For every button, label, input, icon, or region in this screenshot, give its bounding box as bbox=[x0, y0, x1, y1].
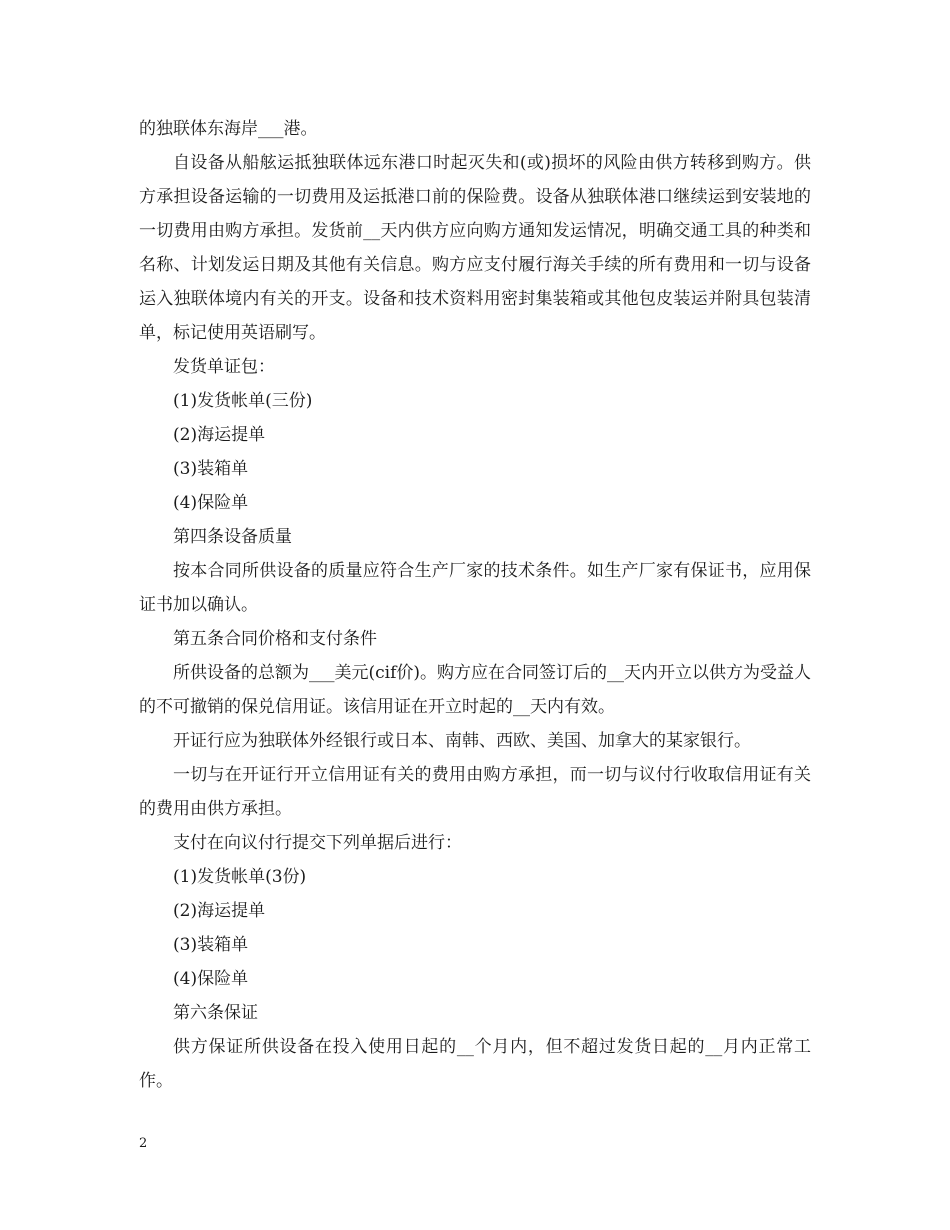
list-item-insurance-policy-2: (4)保险单 bbox=[173, 969, 249, 989]
paragraph-quality: 按本合同所供设备的质量应符合生产厂家的技术条件。如生产厂家有保证书，应用保证书加以确认。 bbox=[139, 561, 811, 615]
section-heading-article-6: 第六条保证 bbox=[173, 1003, 258, 1023]
list-item-packing-list: (3)装箱单 bbox=[173, 459, 249, 479]
section-heading-article-4: 第四条设备质量 bbox=[173, 527, 292, 547]
paragraph-shipping-docs-heading: 发货单证包： bbox=[173, 357, 275, 377]
paragraph-issuing-bank: 开证行应为独联体外经银行或日本、南韩、西欧、美国、加拿大的某家银行。 bbox=[173, 731, 751, 751]
list-item-insurance-policy: (4)保险单 bbox=[173, 493, 249, 513]
section-heading-article-5: 第五条合同价格和支付条件 bbox=[173, 629, 377, 649]
list-item-bill-of-lading-2: (2)海运提单 bbox=[173, 901, 266, 921]
paragraph-payment-docs-heading: 支付在向议付行提交下列单据后进行： bbox=[173, 833, 462, 853]
page-number: 2 bbox=[139, 1136, 148, 1151]
list-item-packing-list-2: (3)装箱单 bbox=[173, 935, 249, 955]
paragraph-fees: 一切与在开证行开立信用证有关的费用由购方承担，而一切与议付行收取信用证有关的费用由供方承担。 bbox=[139, 765, 811, 819]
paragraph-total-amount: 所供设备的总额为___美元(cif价)。购方应在合同签订后的__天内开立以供方为受益人的不可撤销的保兑信用证。该信用证在开立时起的__天内有效。 bbox=[139, 663, 812, 717]
list-item-invoice: (1)发货帐单(三份) bbox=[173, 391, 313, 411]
list-item-invoice-2: (1)发货帐单(3份) bbox=[173, 867, 307, 887]
document-body bbox=[139, 112, 811, 1098]
list-item-bill-of-lading: (2)海运提单 bbox=[173, 425, 266, 445]
paragraph-warranty: 供方保证所供设备在投入使用日起的__个月内，但不超过发货日起的__月内正常工作。 bbox=[139, 1037, 811, 1091]
paragraph-port-continuation: 的独联体东海岸___港。 bbox=[139, 119, 318, 139]
paragraph-risk-transfer: 自设备从船舷运抵独联体远东港口时起灭失和(或)损坏的风险由供方转移到购方。供方承担设备运输的一切费用及运抵港口前的保险费。设备从独联体港口继续运到安装地的一切费用由购方承担。发货前__天内供方应向购方通知发运情况，明确交通工具的种类和名称、计划发运日期及其他有关信息。购方应支付履行海关手续的所有费用和一切与设备运入独联体境内有关的开支。设备和技术资料用密封集装箱或其他包皮装运并附具包装清单，标记使用英语刷写。 bbox=[139, 153, 811, 343]
